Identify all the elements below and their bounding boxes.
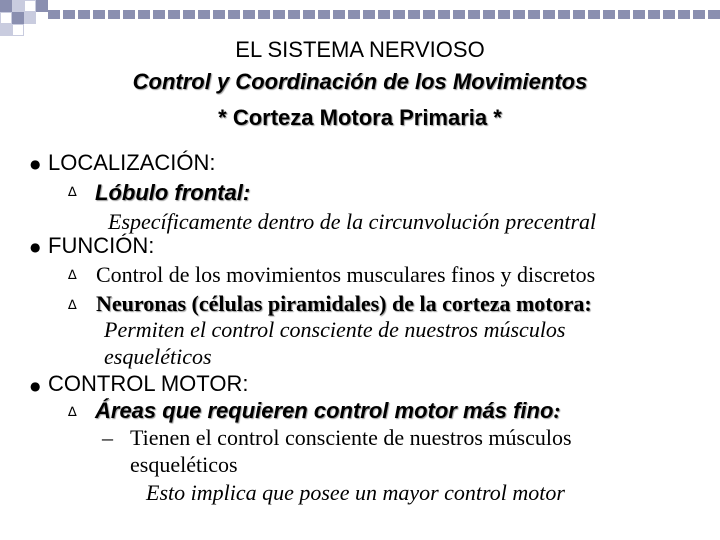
dash-item-control-consciente: Tienen el control consciente de nuestros músculos: [130, 425, 572, 450]
bullet-icon: ●: [30, 157, 41, 171]
dash-item-esqueleticos: esqueléticos: [130, 452, 238, 477]
detail-control-consciente: Permiten el control consciente de nuestros músculos: [104, 317, 566, 342]
top-decorative-bar: [48, 10, 720, 19]
heading-funcion: FUNCIÓN:: [48, 233, 155, 258]
section-title: * Corteza Motora Primaria *: [218, 105, 502, 130]
areas-colon: :: [553, 398, 561, 423]
sub-item-areas-control-fino: [95, 398, 561, 424]
detail-circunvolucion: Específicamente dentro de la circunvolución precentral: [108, 209, 597, 234]
dash-icon: –: [102, 425, 113, 450]
areas-text: Áreas que requieren control motor más fino: [95, 398, 554, 423]
page-subtitle: Control y Coordinación de los Movimientos: [132, 69, 588, 94]
heading-localizacion: LOCALIZACIÓN:: [48, 150, 216, 175]
sub-marker-icon: ∆: [68, 298, 77, 313]
bullet-icon: ●: [30, 379, 41, 393]
heading-control-motor: CONTROL MOTOR:: [48, 371, 249, 396]
bullet-icon: ●: [30, 240, 41, 254]
sub-item-neuronas: Neuronas (células piramidales) de la corteza motora:: [96, 291, 592, 316]
sub-item-lobulo-frontal: Lóbulo frontal:: [95, 180, 251, 205]
sub-marker-icon: ∆: [68, 405, 77, 420]
sub-marker-icon: ∆: [68, 185, 77, 200]
detail-mayor-control: Esto implica que posee un mayor control motor: [146, 480, 565, 505]
page-title: EL SISTEMA NERVIOSO: [235, 37, 485, 62]
corner-squares-icon: [0, 0, 60, 40]
sub-item-control-movimientos: Control de los movimientos musculares finos y discretos: [96, 262, 596, 287]
sub-marker-icon: ∆: [68, 268, 77, 283]
detail-esqueleticos: esqueléticos: [104, 344, 212, 369]
